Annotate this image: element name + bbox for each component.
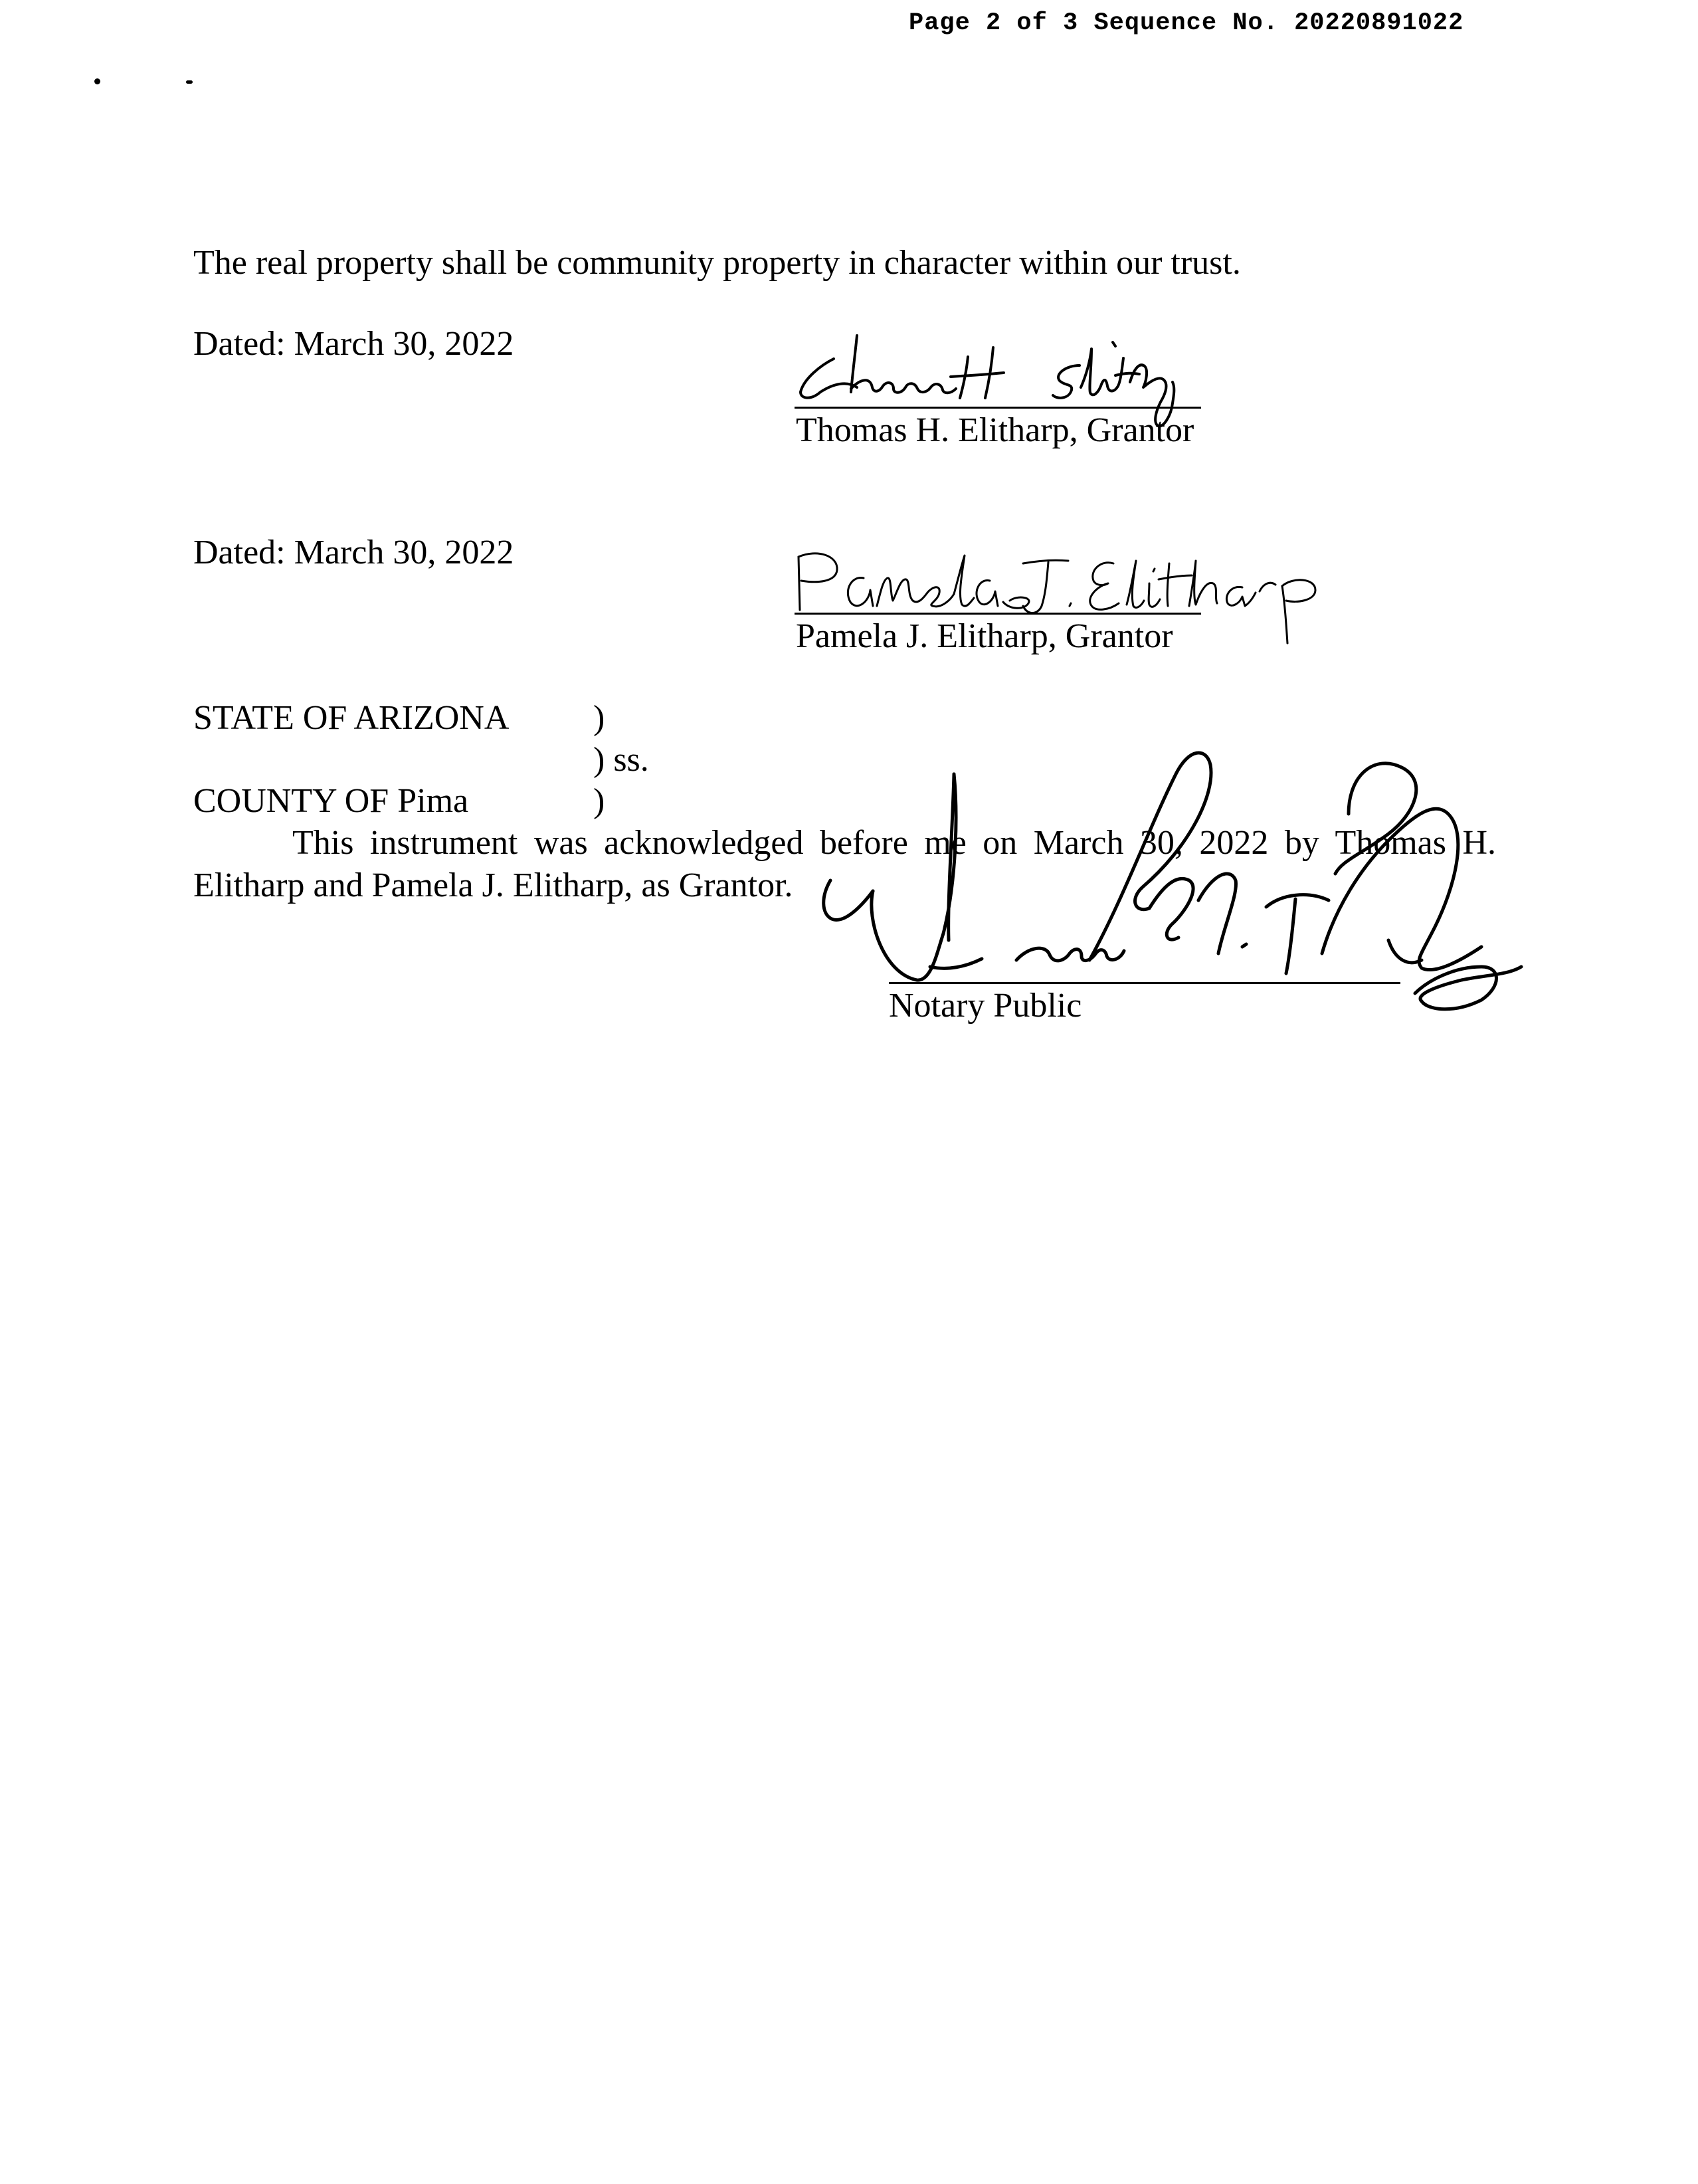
scan-mark bbox=[94, 78, 100, 84]
grantor-2-dated: Dated: March 30, 2022 bbox=[193, 534, 514, 571]
acknowledgment-line-1: This instrument was acknowledged before me on March 30, 2022 by Thomas H. bbox=[292, 824, 1496, 862]
ss-label: ) ss. bbox=[593, 741, 649, 779]
county-label: COUNTY OF Pima bbox=[193, 782, 469, 820]
scan-mark bbox=[186, 80, 193, 84]
grantor-1-signature-line bbox=[795, 407, 1201, 409]
grantor-1-dated: Dated: March 30, 2022 bbox=[193, 325, 514, 363]
grantor-2-signature-caption: Pamela J. Elitharp, Grantor bbox=[796, 617, 1173, 655]
notary-caption: Notary Public bbox=[889, 987, 1082, 1025]
state-paren: ) bbox=[593, 699, 605, 737]
grantor-2-signature-line bbox=[795, 613, 1201, 615]
county-paren: ) bbox=[593, 782, 605, 820]
state-label: STATE OF ARIZONA bbox=[193, 699, 510, 737]
grantor-1-signature-caption: Thomas H. Elitharp, Grantor bbox=[796, 411, 1194, 449]
acknowledgment-line-2: Elitharp and Pamela J. Elitharp, as Grantor. bbox=[193, 866, 793, 904]
page-header: Page 2 of 3 Sequence No. 20220891022 bbox=[909, 9, 1464, 37]
notary-signature bbox=[817, 734, 1548, 1053]
community-property-statement: The real property shall be community property in character within our trust. bbox=[193, 244, 1241, 282]
